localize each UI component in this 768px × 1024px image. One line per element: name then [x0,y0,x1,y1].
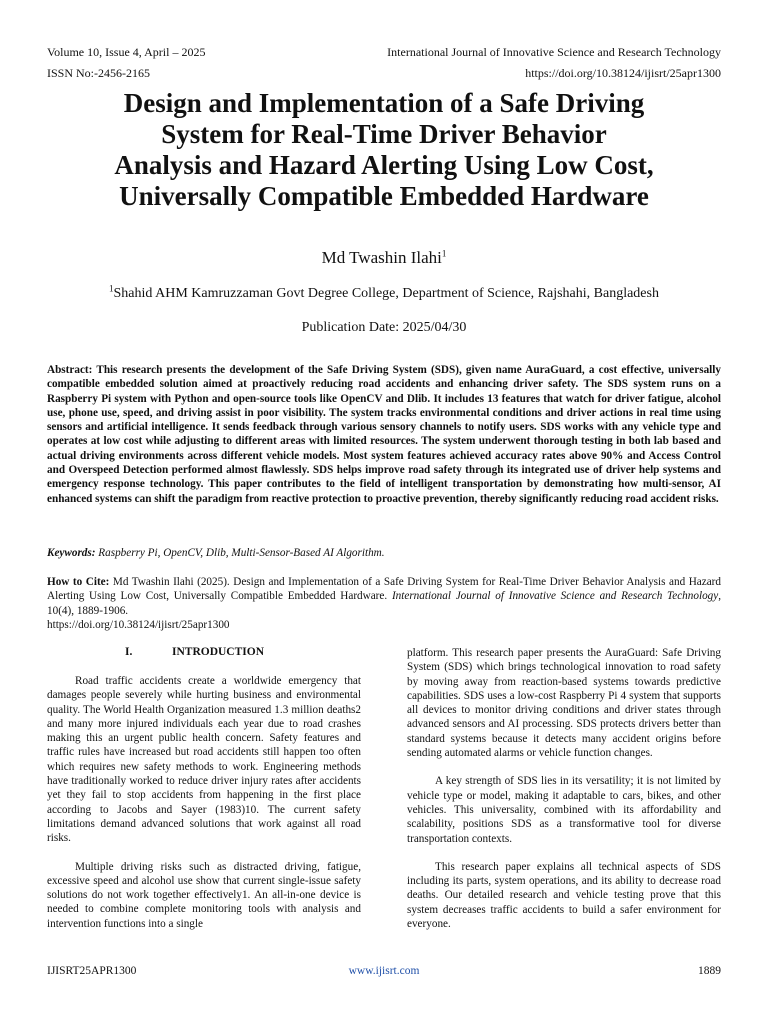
left-column [47,674,361,931]
header-volume: Volume 10, Issue 4, April – 2025 [47,45,206,59]
author-superscript: 1 [441,248,447,259]
title-line: Analysis and Hazard Alerting Using Low Cost, [114,150,654,180]
title-line: System for Real-Time Driver Behavior [161,119,607,149]
title-line: Universally Compatible Embedded Hardware [119,181,649,211]
cite-text: Md Twashin Ilahi (2025). Design and Implementation of a Safe Driving System for Real-Time Driver Behavior Analysis and Hazard Alerting Using Low Cost, Universally Compatible Embedded Hardware. [47,576,722,603]
abstract [47,363,721,506]
title-line: Design and Implementation of a Safe Driving [123,88,645,118]
header-issn: ISSN No:-2456-2165 [47,66,151,80]
section-title: INTRODUCTION [172,646,265,658]
right-column [407,646,721,931]
abstract-label: Abstract: [47,364,93,376]
paragraph: Road traffic accidents create a worldwide emergency that damages people severely while hurting business and environmental quality. The World Health Organization measured 1.3 million deaths2 and many more injured individuals each year due to road crashes making this an urgent public health concern. Safety features and traffic rules have increased but road accidents still happen too often which requires new safety methods to work. Engineering methods have traditionally worked to reduce driver injury rates after accidents yet they fail to stop accidents from happening in the first place according to Jacobs and Sayer (1983)10. The current safety limitations demand advanced solutions that work against all road risks. [47,675,361,845]
paragraph: Multiple driving risks such as distracted driving, fatigue, excessive speed and alcohol use show that current single-issue safety solutions do not work together effectively1. An all-in-one device is needed to combine complete monitoring tools with analysis and intervention functions into a single [47,860,361,930]
header-journal: International Journal of Innovative Science and Research Technology [387,45,721,59]
paragraph: platform. This research paper presents the AuraGuard: Safe Driving System (SDS) which brings technological innovation to road safety by moving away from reaction-based systems towards predictive capabilities. SDS uses a low-cost Raspberry Pi 4 system that supports all devices to monitor driving conditions and driver states through advanced sensors and AI processing. SDS protects drivers better than standard systems because it detects many accident origins before sending automated alarms or vehicle function changes. [407,647,721,760]
cite-volume: , 10(4), 1889-1906. [47,590,722,617]
abstract-text: This research presents the development of the Safe Driving System (SDS), given name AuraGuard, a cost effective, universally compatible embedded solution aimed at proactively reducing road accidents and enhancing driver safety. The SDS system runs on a Raspberry Pi system with Python and open-source tools like OpenCV and Dlib. It includes 13 features that watch for driver fatigue, alcohol use, phone use, speed, and driving assist in poor visibility. The system tracks environmental conditions and driver actions in real time using sensors and artificial intelligence. It sends feedback through various sensory channels to notify users. SDS works with any vehicle type and operates at low cost while adjusting to different areas with limited resources. The system underwent thorough testing in both lab based and actual driving environments across different vehicle models. Most system features achieved accuracy rates above 90% and Access Control and Overspeed Detection performed almost flawlessly. SDS helps improve road safety through its integrated use of driver help systems and emergency response technology. This paper contributes to the field of intelligent transportation by demonstrating how multi-sensor, AI enhanced systems can shift the paradigm from reactive protection to proactive prevention, thereby significantly reducing road accident risks. [47,364,721,505]
paper-title [40,88,728,212]
keywords [47,547,721,559]
author-name: Md Twashin Ilahi [321,248,442,267]
footer-website-link[interactable]: www.ijisrt.com [348,965,420,977]
author [0,248,768,268]
section-number: I. [125,646,133,658]
cite-journal: International Journal of Innovative Science and Research Technology [391,590,719,603]
paragraph: A key strength of SDS lies in its versatility; it is not limited by vehicle type or model, making it adaptable to cars, bikes, and other vehicles. This universality, combined with its affordability and scalability, positions SDS as a transformative tool for diverse transportation contexts. [407,775,721,845]
footer-paper-id: IJISRT25APR1300 [47,965,137,977]
affiliation-superscript: 1 [109,283,114,294]
header-doi-link[interactable]: https://doi.org/10.38124/ijisrt/25apr1300 [525,66,721,80]
keywords-label: Keywords: [47,547,96,559]
keywords-text: Raspberry Pi, OpenCV, Dlib, Multi-Sensor-Based AI Algorithm. [98,547,385,559]
paragraph: This research paper explains all technical aspects of SDS including its parts, system operations, and its ability to decrease road deaths. Our detailed research and vehicle testing prove that this system decreases traffic accidents to build a safer environment for everyone. [407,860,721,931]
cite-label: How to Cite: [47,576,110,588]
affiliation-text: Shahid AHM Kamruzzaman Govt Degree College, Department of Science, Rajshahi, Bangladesh [113,286,659,301]
affiliation [0,283,768,302]
footer-page-number: 1889 [698,965,721,977]
publication-date: Publication Date: 2025/04/30 [301,320,467,335]
cite-doi-link[interactable]: https://doi.org/10.38124/ijisrt/25apr1300 [47,618,230,631]
how-to-cite [47,575,721,632]
